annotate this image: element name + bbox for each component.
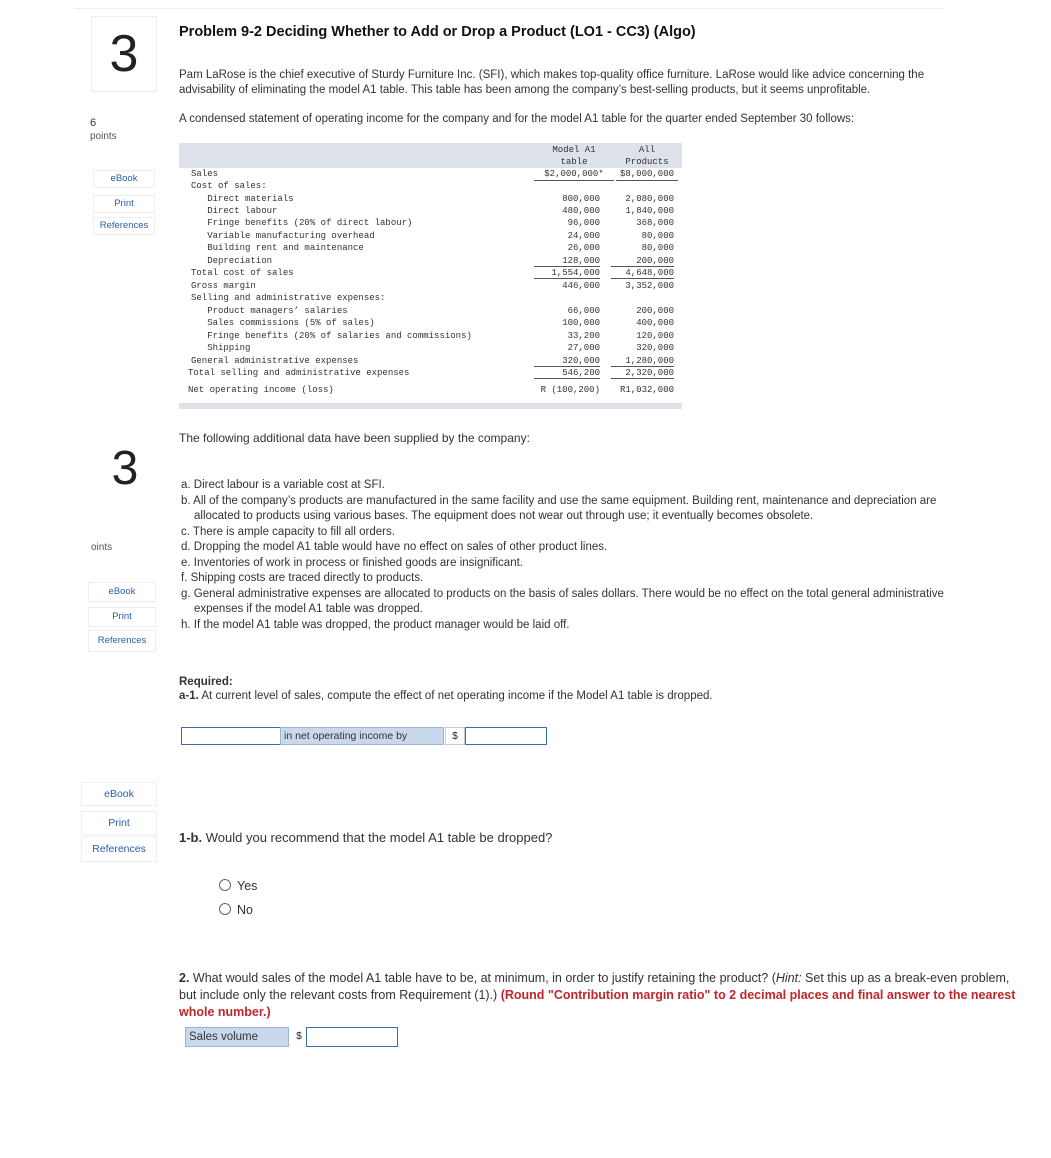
statement-row-label: Total cost of sales [191, 268, 294, 278]
required-heading: Required: [179, 676, 233, 688]
q2-currency-symbol: $ [296, 1031, 302, 1042]
problem-title: Problem 9-2 Deciding Whether to Add or Drop a Product (LO1 - CC3) (Algo) [179, 24, 696, 40]
statement-cell-model-a1: R (100,200) [540, 385, 600, 395]
statement-cell-model-a1: 1,554,000 [534, 268, 600, 279]
statement-cell-all-products: 400,000 [636, 318, 674, 328]
statement-cell-all-products: 200,000 [611, 256, 674, 267]
list-item: g. General administrative expenses are allocated to products on the basis of sales dollars. There would be no effect on the total general administrative expenses if the model A1 table was dropped. [181, 587, 944, 615]
print-link-1[interactable]: Print [93, 195, 155, 213]
requirement-1b: 1-b. Would you recommend that the model A1 table be dropped? [179, 830, 553, 845]
question-number: 3 [91, 16, 157, 92]
list-item: f. Shipping costs are traced directly to products. [181, 572, 424, 584]
statement-cell-all-products: 120,000 [636, 331, 674, 341]
ebook-link-2[interactable]: eBook [88, 582, 156, 602]
list-item: c. There is ample capacity to fill all orders. [181, 525, 395, 538]
statement-row-label: Shipping [191, 343, 251, 353]
statement-row-label: Building rent and maintenance [191, 243, 364, 253]
statement-row-label: Selling and administrative expenses: [191, 293, 386, 303]
statement-cell-model-a1: 800,000 [562, 194, 600, 204]
a1-amount-input[interactable] [465, 727, 547, 745]
statement-cell-model-a1: 128,000 [534, 256, 600, 267]
statement-row-label: Depreciation [191, 256, 273, 266]
statement-row-label: Fringe benefits (20% of salaries and commissions) [191, 331, 472, 341]
statement-row-label: General administrative expenses [191, 356, 359, 366]
top-divider [74, 8, 944, 9]
statement-cell-model-a1: 66,000 [567, 306, 600, 316]
a1-effect-dropdown[interactable] [181, 727, 281, 745]
statement-row-label: Product managers’ salaries [191, 306, 348, 316]
statement-cell-model-a1: 100,000 [562, 318, 600, 328]
q2-answer-label: Sales volume [185, 1027, 289, 1047]
statement-row-label: Net operating income (loss) [188, 385, 334, 395]
statement-cell-model-a1: 24,000 [567, 231, 600, 241]
statement-cell-all-products: 80,000 [641, 231, 674, 241]
statement-cell-all-products: R1,032,000 [619, 385, 674, 395]
statement-cell-model-a1: 27,000 [567, 343, 600, 353]
statement-cell-all-products: 1,840,000 [625, 206, 674, 216]
statement-cell-model-a1: 320,000 [534, 356, 600, 367]
statement-row-label: Cost of sales: [191, 181, 267, 191]
income-statement [179, 143, 682, 407]
statement-cell-all-products: 320,000 [636, 343, 674, 353]
additional-intro: The following additional data have been supplied by the company: [179, 431, 530, 445]
radio-circle-icon[interactable] [219, 903, 231, 915]
statement-cell-all-products: 368,000 [636, 218, 674, 228]
ebook-link-3[interactable]: eBook [81, 782, 157, 806]
statement-row-label: Sales commissions (5% of sales) [191, 318, 375, 328]
list-item: a. Direct labour is a variable cost at SFI. [181, 479, 385, 491]
statement-cell-all-products: 4,648,000 [611, 268, 674, 279]
problem-intro: Pam LaRose is the chief executive of Sturdy Furniture Inc. (SFI), which makes top-quality office furniture. LaRose would like advice concerning the advisability of eliminating the model A1 table. This table has been among the company’s best-selling products, but it seems unprofitable. [179, 69, 925, 96]
statement-cell-model-a1: 33,200 [567, 331, 600, 341]
a1-answer-label: in net operating income by [280, 727, 444, 745]
statement-cell-model-a1: 546,200 [534, 368, 600, 379]
statement-row-label: Gross margin [191, 281, 256, 291]
statement-cell-model-a1: 26,000 [567, 243, 600, 253]
col-all-products-header: All Products $8,000,000 [616, 144, 678, 181]
additional-data-list [181, 478, 961, 633]
q2-sales-volume-input[interactable] [306, 1027, 398, 1047]
statement-cell-model-a1: 480,000 [562, 206, 600, 216]
requirement-2: 2. What would sales of the model A1 table have to be, at minimum, in order to justify retaining the product? (Hint: Set this up as a break-even problem, but include only the relevant costs from Requirement (1).) (Round "Contribution margin ratio" to 2 decimal places and final answer to the nearest whole number.) [179, 971, 1016, 1019]
col-model-a1-header: Model A1 table $2,000,000* [534, 144, 614, 181]
statement-cell-all-products: 2,080,000 [625, 194, 674, 204]
radio-no[interactable]: No [219, 903, 253, 917]
print-link-3[interactable]: Print [81, 811, 157, 835]
problem-intro-2: A condensed statement of operating income for the company and for the model A1 table for the quarter ended September 30 follows: [179, 113, 855, 125]
statement-cell-all-products: 80,000 [641, 243, 674, 253]
statement-cell-all-products: 200,000 [636, 306, 674, 316]
statement-row-label: Sales [191, 169, 219, 179]
list-item: h. If the model A1 table was dropped, the product manager would be laid off. [181, 618, 570, 631]
statement-row-label: Variable manufacturing overhead [191, 231, 375, 241]
statement-row-label: Total selling and administrative expenses [188, 368, 410, 378]
references-link-1[interactable]: References [93, 217, 155, 235]
points-value: 6 [90, 117, 97, 129]
requirement-a1: a-1. At current level of sales, compute the effect of net operating income if the Model A1 table is dropped. [179, 690, 713, 702]
a1-currency-symbol: $ [445, 727, 465, 745]
references-link-2[interactable]: References [88, 630, 156, 652]
radio-circle-icon[interactable] [219, 879, 231, 891]
statement-cell-all-products: 1,280,000 [611, 356, 674, 367]
references-link-3[interactable]: References [81, 836, 157, 862]
statement-cell-model-a1: 96,000 [567, 218, 600, 228]
statement-row-label: Fringe benefits (20% of direct labour) [191, 218, 413, 228]
statement-row-label: Direct labour [191, 206, 278, 216]
list-item: d. Dropping the model A1 table would have no effect on sales of other product lines. [181, 541, 608, 553]
print-link-2[interactable]: Print [88, 607, 156, 627]
statement-row-label: Direct materials [191, 194, 294, 204]
radio-yes[interactable]: Yes [219, 879, 257, 893]
question-number-2: 3 [111, 442, 139, 495]
list-item: b. All of the company’s products are manufactured in the same facility and use the same equipment. Building rent, maintenance and depreciation are allocated to products using various bases. The equipment does not wear out through use; it eventually becomes obsolete. [181, 494, 937, 522]
statement-footer-bar [179, 403, 682, 409]
ebook-link-1[interactable]: eBook [93, 170, 155, 188]
points-label: points [90, 131, 117, 142]
statement-cell-all-products: 2,320,000 [611, 368, 674, 379]
statement-cell-all-products: 3,352,000 [625, 281, 674, 291]
statement-cell-model-a1: 446,000 [562, 281, 600, 291]
points-label-2: oints [91, 542, 113, 553]
list-item: e. Inventories of work in process or finished goods are insignificant. [181, 556, 523, 569]
